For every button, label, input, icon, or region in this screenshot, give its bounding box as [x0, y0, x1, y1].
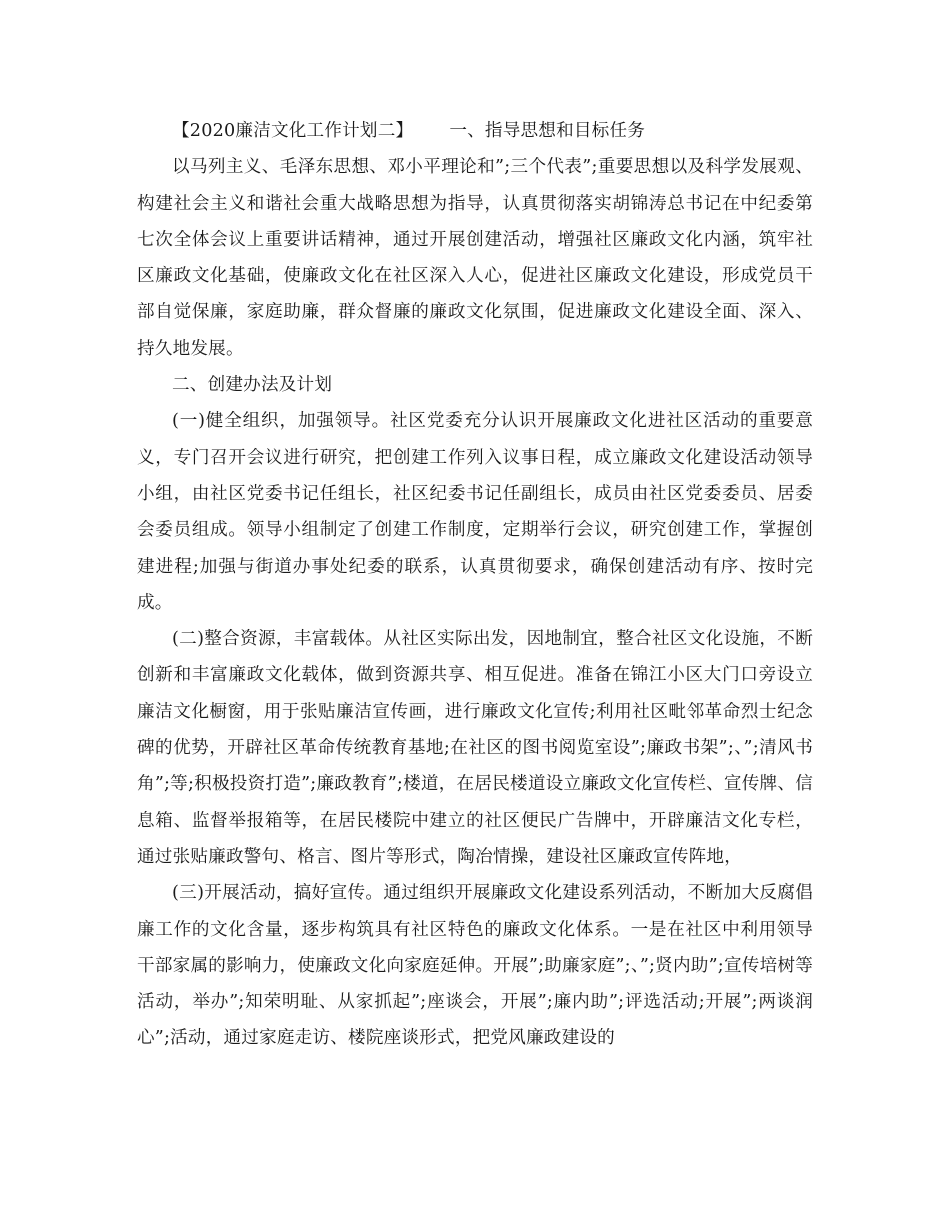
section-2-heading: 二、创建办法及计划 [172, 375, 333, 396]
paragraph-guiding-ideology: 以马列主义、毛泽东思想、邓小平理论和”;三个代表”;重要思想以及科学发展观、构建社会主义和谐社会重大战略思想为指导，认真贯彻落实胡锦涛总书记在中纪委第七次全体会议上重要讲话精神，通过开展创建活动，增强社区廉政文化内涵，筑牢社区廉政文化基础，使廉政文化在社区深入人心，促进社区廉政文化建设，形成党员干部自觉保廉，家庭助廉，群众督廉的廉政文化氛围，促进廉政文化建设全面、深入、持久地发展。 [137, 157, 813, 359]
section-1-heading: 一、指导思想和目标任务 [449, 121, 646, 141]
paragraph-organization: (一)健全组织，加强领导。社区党委充分认识开展廉政文化进社区活动的重要意义，专门召开会议进行研究，把创建工作列入议事日程，成立廉政文化建设活动领导小组，由社区党委书记任组长，社区纪委书记任副组长，成员由社区党委委员、居委会委员组成。领导小组制定了创建工作制度，定期举行会议，研究创建工作，掌握创建进程;加强与街道办事处纪委的联系，认真贯彻要求，确保创建活动有序、按时完成。 [137, 411, 813, 613]
document-title: 【2020廉洁文化工作计划二】 [172, 121, 414, 141]
paragraph-activities: (三)开展活动，搞好宣传。通过组织开展廉政文化建设系列活动，不断加大反腐倡廉工作的文化含量，逐步构筑具有社区特色的廉政文化体系。一是在社区中利用领导干部家属的影响力，使廉政文化向家庭延伸。开展”;助廉家庭”;、”;贤内助”;宣传培树等活动，举办”;知荣明耻、从家抓起”;座谈会，开展”;廉内助”;评选活动;开展”;两谈润心”;活动，通过家庭走访、楼院座谈形式，把党风廉政建设的 [137, 883, 813, 1049]
paragraph-resources: (二)整合资源，丰富载体。从社区实际出发，因地制宜，整合社区文化设施，不断创新和丰富廉政文化载体，做到资源共享、相互促进。准备在锦江小区大门口旁设立廉洁文化橱窗，用于张贴廉洁宣传画，进行廉政文化宣传;利用社区毗邻革命烈士纪念碑的优势，开辟社区革命传统教育基地;在社区的图书阅览室设”;廉政书架”;、”;清风书角”;等;积极投资打造”;廉政教育”;楼道，在居民楼道设立廉政文化宣传栏、宣传牌、信息箱、监督举报箱等，在居民楼院中建立的社区便民广告牌中，开辟廉洁文化专栏，通过张贴廉政警句、格言、图片等形式，陶冶情操，建设社区廉政宣传阵地， [137, 629, 813, 867]
title-line [137, 113, 813, 149]
document-body [137, 113, 813, 1057]
